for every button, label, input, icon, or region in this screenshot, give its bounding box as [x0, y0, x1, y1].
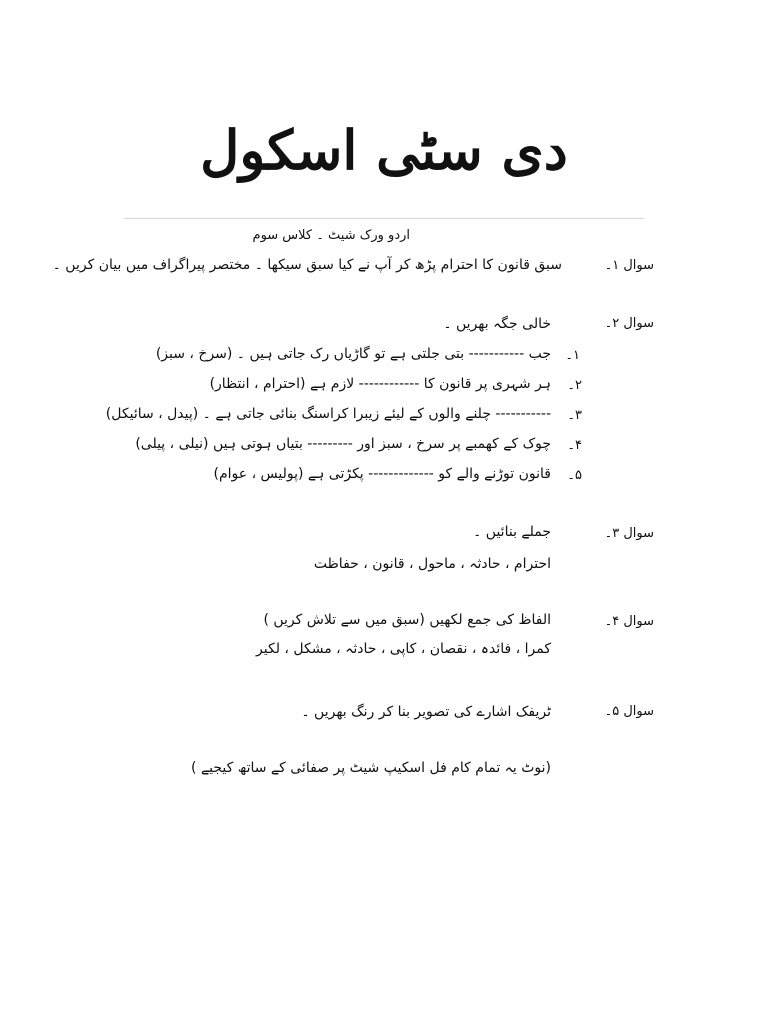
q2-label: سوال ۲۔	[604, 316, 654, 331]
q4-label: سوال ۴۔	[604, 614, 654, 629]
q2-item-number: ۴۔	[567, 438, 582, 453]
q2-item-text: چوک کے کھمبے پر سرخ ، سبز اور --------- بتیاں ہوتی ہیں (نیلی ، پیلی)	[135, 436, 551, 452]
q1-label: سوال ۱۔	[604, 258, 654, 273]
q2-item-number: ۱۔	[565, 348, 580, 363]
note-text: (نوٹ یہ تمام کام فل اسکیپ شیٹ پر صفائی کے ساتھ کیجیے )	[191, 760, 551, 776]
q2-item-number: ۲۔	[567, 378, 582, 393]
q2-item-text: جب ----------- بتی جلتی ہے تو گاڑیاں رک جاتی ہیں ۔ (سرخ ، سبز)	[155, 346, 551, 362]
q4-words: کمرا ، فائدہ ، نقصان ، کاپی ، حادثہ ، مشکل ، لکیر	[256, 641, 551, 657]
q2-heading: خالی جگہ بھریں ۔	[443, 316, 551, 332]
worksheet-subtitle: اردو ورک شیٹ ۔ کلاس سوم	[252, 228, 410, 243]
q5-label: سوال ۵۔	[604, 704, 654, 719]
q2-item-number: ۵۔	[567, 468, 582, 483]
school-title: دی سٹی اسکول	[200, 118, 568, 182]
q3-words: احترام ، حادثہ ، ماحول ، قانون ، حفاظت	[313, 556, 551, 572]
q3-label: سوال ۳۔	[604, 526, 654, 541]
q2-item-number: ۳۔	[567, 408, 582, 423]
q4-heading: الفاظ کی جمع لکھیں (سبق میں سے تلاش کریں )	[263, 612, 551, 628]
q5-text: ٹریفک اشارے کی تصویر بنا کر رنگ بھریں ۔	[301, 704, 551, 720]
q2-item-text: ----------- چلنے والوں کے لیئے زیبرا کراسنگ بنائی جاتی ہے ۔ (پیدل ، سائیکل)	[105, 406, 551, 422]
q1-text: سبق قانون کا احترام پڑھ کر آپ نے کیا سبق سیکھا ۔ مختصر پیراگراف میں بیان کریں ۔	[52, 257, 562, 273]
q2-item-text: قانون توڑنے والے کو ------------- پکڑتی ہے (پولیس ، عوام)	[213, 466, 551, 482]
q2-item-text: ہر شہری پر قانون کا ------------ لازم ہے (احترام ، انتظار)	[209, 376, 551, 392]
q3-heading: جملے بنائیں ۔	[473, 524, 551, 540]
header-divider	[124, 218, 644, 219]
